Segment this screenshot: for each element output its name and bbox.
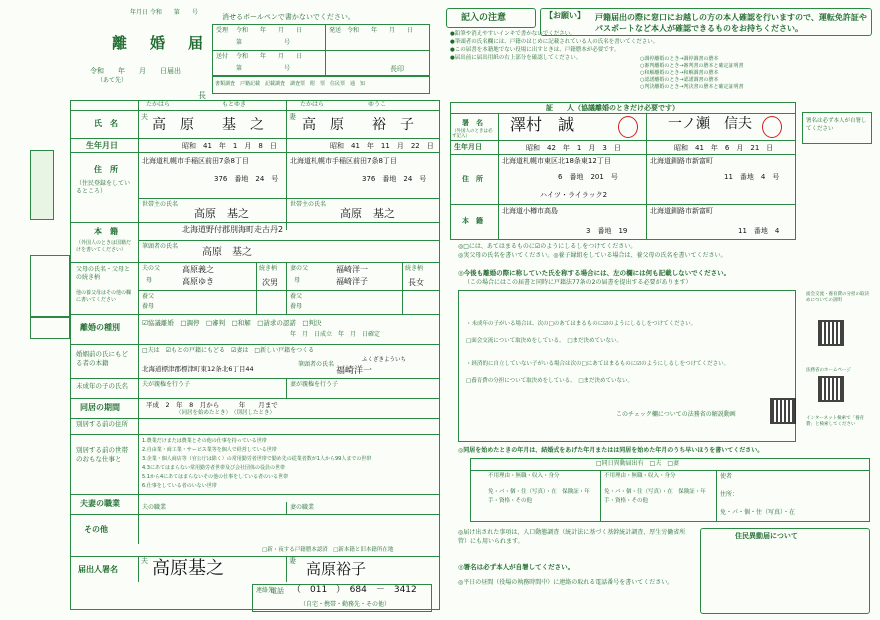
- hitto-value[interactable]: 高原 基之: [202, 247, 252, 258]
- note-3: ◎今後も離婚の際に称していた氏を称する場合には、左の欄には何も記載しないでください。: [458, 269, 731, 277]
- request-sub-list: [640, 56, 744, 91]
- h-rel[interactable]: 次男: [262, 278, 278, 287]
- tel-label: 電話: [270, 587, 284, 595]
- sent-no: 第 号: [236, 65, 291, 72]
- qr3-label: インターネット検索で「養育費」と検索してください: [806, 416, 865, 427]
- juki-row-1: 不用理由・無職・収入・身分: [488, 473, 560, 479]
- receipt-stamp: [88, 8, 216, 30]
- notice-line-3: ●この届書を本籍地でない役場に出すときは、戸籍謄本が必要です。: [450, 47, 620, 53]
- h-mother-label: 母: [146, 277, 153, 284]
- notice-line-1: ●鉛筆や消えやすいインキで書かないでください。: [450, 31, 576, 37]
- witness-birth-label: 生年月日: [454, 143, 482, 151]
- request-box: [540, 8, 872, 36]
- form-title: 離 婚 届: [112, 34, 208, 52]
- signer-h-label: 夫: [141, 557, 148, 565]
- bottom-check: □新・夜する戸籍謄本認済 □新本籍と旧本籍所在地: [262, 547, 394, 553]
- doc-check-text: 書類調査 戸籍記載 記載調査 調査票 附 票 住民票 通 知: [215, 81, 366, 87]
- notice-line-4: ●届出前に届出用紙の右上部分を確認してください。: [450, 55, 582, 61]
- juki-options[interactable]: □同日異動届出有 □夫 □妻: [596, 460, 680, 467]
- return-hitto-label: 筆頭者の氏名: [298, 361, 335, 368]
- husband-first-name[interactable]: 基 之: [222, 117, 264, 133]
- furigana-h-first: もとゆき: [222, 101, 247, 108]
- child-h-label: 夫が親権を行う子: [142, 381, 191, 388]
- juki-user: 使者: [720, 473, 733, 480]
- w-mother-label: 母: [294, 277, 301, 284]
- sent-date: 令和 年 月 日: [236, 53, 303, 60]
- mayor-label: 長: [198, 91, 206, 100]
- honseki-value[interactable]: 北海道野付郡別海町走古丹2: [182, 225, 284, 234]
- note-6: ◎届け出された事項は、人口動態調査（統計法に基づく基幹統計調査、厚生労働省所管）にも用いられます。: [458, 529, 686, 545]
- check-item-2[interactable]: □面会交流について取決めをしている。 □まだ決めていない。: [466, 338, 623, 344]
- note-2: ◎実父母の氏名を書いてください。◎養子縁組をしている場合は、養父母の氏名を書いてください。: [458, 252, 727, 259]
- request-sub-2: ○審判離婚のとき→審判書の謄本と確定証明書: [640, 63, 744, 69]
- cohab-label: 同居の期間: [80, 403, 120, 412]
- wife-birth[interactable]: 昭和 41 年 11 月 22 日: [330, 142, 434, 150]
- witness-2-signature[interactable]: 一ノ瀬 信夫: [668, 116, 752, 132]
- doc-check-row: [212, 76, 430, 94]
- notice-title-box: [446, 8, 536, 28]
- h-adopt-mother: 養母: [142, 303, 155, 310]
- job-6[interactable]: 6.仕事をしている者のいない世帯: [142, 483, 217, 489]
- birth-label: 生年月日: [86, 141, 118, 150]
- witness-honseki-label: 本 籍: [462, 217, 483, 225]
- parents-label: 父母の氏名・父母との続き柄: [76, 266, 131, 281]
- juki-fields-2: 免・パ・個・住（写真）・在 保険証・年手・資格・その他: [604, 489, 706, 504]
- request-text: 戸籍届出の際に窓口にお越しの方の本人確認を行いますので、運転免許証やパスポートなど本人が確認できるものをお持ちください。: [595, 13, 867, 33]
- job-list[interactable]: [142, 437, 434, 491]
- name-label: 氏 名: [94, 119, 118, 128]
- witness-1-honseki[interactable]: 北海道小樽市高島: [502, 207, 558, 215]
- date-line: 令和 年 月 日届出: [90, 67, 181, 75]
- notice-line-2: ●筆頭者の氏名欄には、戸籍のはじめに記載されている人の氏名を書いてください。: [450, 39, 659, 45]
- husband-head[interactable]: 高原 基之: [194, 207, 249, 220]
- witness-2-honseki[interactable]: 北海道釧路市新富町: [650, 207, 713, 215]
- signer-w-signature[interactable]: 高原裕子: [306, 560, 367, 578]
- juki-row-2: 不用理由・無職・収入・身分: [604, 473, 676, 479]
- h-adopt-father: 養父: [142, 293, 155, 300]
- child-label: 未成年の子の氏名: [76, 382, 128, 390]
- witness-1-birth[interactable]: 昭和 42 年 1 月 3 日: [526, 144, 621, 152]
- check-item-3: ・経済的に自立していない子がいる場合は次の□にあてはまるものに☑のようにしるしをつけてください。: [466, 361, 730, 367]
- qr-column: [804, 290, 872, 450]
- furigana-w-first: ゆうこ: [368, 101, 387, 108]
- receipt-stamp-text: 年月日 令和 第 号: [130, 9, 198, 16]
- note-8: ◎平日の昼間（役場の執務時間中）に連絡の取れる電話番号を書いてください。: [458, 579, 674, 586]
- witness-1-honseki-no[interactable]: 3 番地 19: [586, 227, 628, 235]
- note-7: ◎署名は必ず本人が自署してください。: [458, 563, 575, 571]
- occupation-w: 妻の職業: [290, 504, 315, 511]
- wife-first-name[interactable]: 裕 子: [372, 117, 414, 133]
- check-items[interactable]: [466, 296, 786, 386]
- occupation-label: 夫妻の職業: [80, 499, 120, 508]
- husband-label: 夫: [141, 113, 148, 121]
- note-1: ◎□には、あてはまるものに☑のようにしるしをつけてください。: [458, 243, 637, 250]
- witness-addr-label: 住 所: [462, 175, 483, 183]
- return-options[interactable]: □夫は ☑もとの戸籍にもどる ☑妻は □新しい戸籍をつくる: [142, 347, 315, 354]
- job-2[interactable]: 2.自由業・商工業・サービス業等を個人で経営している世帯: [142, 447, 277, 453]
- addressee: （あて先）: [97, 77, 128, 84]
- note-5: ◎同居を始めたときの年月は、結婚式をあげた年月またはは同居を始めた年月のうち早いほうを書いてください。: [458, 447, 764, 454]
- juki-foot: 免・パ・個・住（写真）・在: [720, 509, 796, 516]
- h-rel-label: 続き柄: [259, 265, 278, 272]
- divorce-type-label: 離婚の種別: [80, 323, 120, 332]
- divorce-dates: 年 月 日成立 年 月 日確定: [290, 331, 381, 338]
- witness-1-addr-no[interactable]: 6 番地 201 号: [558, 173, 618, 181]
- witness-1-building[interactable]: ハイツ・ライラック2: [540, 191, 608, 199]
- w-rel[interactable]: 長女: [408, 278, 424, 287]
- sent-label: 送付: [216, 53, 229, 60]
- signer-w-label: 妻: [289, 557, 296, 565]
- notice-title: 記入の注意: [461, 13, 507, 23]
- furigana-h-last: たかはら: [146, 101, 171, 108]
- cohab-sub: （同居を始めたとき） （別居したとき）: [176, 410, 276, 416]
- husband-head-label: 世帯主の氏名: [142, 201, 179, 208]
- qr-code-1-icon[interactable]: [818, 320, 844, 346]
- wife-label: 妻: [289, 113, 296, 121]
- husband-banchi[interactable]: 376 番地 24 号: [214, 175, 279, 183]
- husband-birth[interactable]: 昭和 41 年 1 月 8 日: [182, 142, 277, 150]
- cohab-value[interactable]: 平成 2 年 8 月から 年 月まで: [146, 401, 278, 409]
- return-hitto[interactable]: 福崎洋一: [336, 366, 373, 376]
- qr-code-2-icon[interactable]: [818, 376, 844, 402]
- child-w-label: 妻が親権を行う子: [290, 381, 339, 388]
- check-item-1: ・未成年の子がいる場合は、次の□のあてはまるものに☑のようにしるしをつけてください。: [466, 321, 697, 327]
- pen-notice: 消せるボールペンで書かないでください。: [222, 13, 355, 21]
- check-item-4[interactable]: □養育費の分担について取決めをしている。 □まだ決めていない。: [466, 378, 634, 384]
- wife-address[interactable]: 北海道札幌市手稲区前田7条8丁目: [290, 157, 397, 165]
- request-title: 【お願い】: [545, 11, 585, 20]
- signer-h-signature[interactable]: 高原基之: [152, 558, 224, 579]
- juki-notice-box: [700, 528, 870, 614]
- wife-last-name[interactable]: 高 原: [302, 117, 344, 133]
- receipt-no: 第 号: [236, 39, 291, 46]
- h-father-label: 夫の父: [142, 265, 161, 272]
- h-father[interactable]: 高原義之: [182, 265, 214, 274]
- qr2-label: 法務省のホームページ: [806, 368, 851, 373]
- address-sub: （住民登録をしているところ）: [76, 180, 131, 195]
- other-label: その他: [84, 525, 108, 534]
- resident-stub: [30, 150, 54, 220]
- seal-note-box: [802, 112, 872, 144]
- return-furigana: ふくざきよういち: [362, 357, 407, 363]
- w-rel-label: 続き柄: [405, 265, 424, 272]
- request-sub-3: ○和解離婚のとき→和解調書の謄本: [640, 70, 719, 76]
- witness-sign-label: 署 名: [462, 119, 483, 127]
- job-4[interactable]: 4.3にあてはまらない常用勤労者世帯及び会社団体の役員の世帯: [142, 465, 285, 471]
- return-address[interactable]: 北海道標津郡標津町東12条北6丁目44: [142, 365, 254, 373]
- witness-sign-sub: （外国人のときは必ず記入）: [452, 129, 493, 139]
- w-father[interactable]: 福崎洋一: [336, 265, 368, 274]
- video-qr-icon[interactable]: [770, 398, 796, 424]
- parents-sub: 他の養父母はその他の欄に書いてください: [76, 290, 132, 303]
- contact-label: 連絡先: [256, 587, 275, 594]
- head-mayor-seal: 長印: [390, 65, 404, 73]
- honseki-label: 本 籍: [94, 227, 118, 236]
- juki-address: 住所：: [720, 491, 739, 498]
- dispatch-date: 発送 令和 年 月 日: [329, 27, 414, 34]
- hitto-label: 筆頭者の氏名: [142, 243, 179, 250]
- receipt-date: 令和 年 月 日: [236, 27, 303, 34]
- left-stub-3: [30, 317, 70, 339]
- occupation-h: 夫の職業: [142, 504, 167, 511]
- sep-label: 別居する前の住所: [76, 420, 128, 428]
- request-sub-1: ○調停離婚のとき→調停調書の謄本: [640, 56, 719, 62]
- husband-address[interactable]: 北海道札幌市手稲区前田7条8丁目: [142, 157, 249, 165]
- seal-note: 署名は必ず本人が自署してください: [806, 118, 867, 132]
- witness-title: 証 人（協議離婚のときだけ必要です）: [546, 104, 679, 112]
- check-video-title: このチェック欄についての法務省の解説動画: [616, 411, 736, 418]
- job-3[interactable]: 3.企業・個人商店等（官公庁は除く）の常用勤労者世帯で勤め先の従業者数が1人から99人までの世帯: [142, 456, 372, 462]
- tel-sub: （自宅・携帯・勤務先・その他）: [300, 601, 391, 608]
- request-sub-4: ○認諾離婚のとき→認諾調書の謄本: [640, 77, 719, 83]
- job-label: 別居する前の世帯のおもな仕事と: [76, 446, 128, 463]
- juki-fields-1: 免・パ・個・住（写真）・在 保険証・年手・資格・その他: [488, 489, 590, 504]
- w-adopt-mother: 養母: [290, 303, 303, 310]
- job-5[interactable]: 5.1から4にあてはまらないその他の仕事をしている者のいる世帯: [142, 474, 289, 480]
- witness-1-signature[interactable]: 澤村 誠: [510, 115, 575, 134]
- divorce-types[interactable]: ☑協議離婚 □調停 □審判 □和解 □請求の認諾 □判決: [142, 319, 322, 327]
- left-stub-2: [30, 255, 70, 317]
- witness-1-seal: [618, 116, 638, 138]
- signer-label: 届出人署名: [78, 565, 118, 574]
- receipt-label: 受理: [216, 27, 229, 34]
- w-adopt-father: 養父: [290, 293, 303, 300]
- witness-2-addr-no[interactable]: 11 番地 4 号: [724, 173, 780, 181]
- wife-head[interactable]: 高原 基之: [340, 207, 395, 220]
- juki-notice-title: 住民異動届について: [735, 532, 798, 540]
- wife-head-label: 世帯主の氏名: [290, 201, 327, 208]
- qr1-label: 面会交流・養育費の分担の取決めについての説明: [806, 292, 869, 303]
- witness-1-address[interactable]: 北海道札幌市東区北18条東12丁目: [502, 157, 611, 165]
- address-label: 住 所: [94, 165, 118, 174]
- husband-last-name[interactable]: 高 原: [152, 117, 194, 133]
- witness-2-seal: [762, 116, 782, 138]
- wife-banchi[interactable]: 376 番地 24 号: [362, 175, 427, 183]
- request-sub-5: ○判決離婚のとき→判決書の謄本と確定証明書: [640, 84, 744, 90]
- witness-2-address[interactable]: 北海道釧路市新富町: [650, 157, 713, 165]
- witness-2-honseki-no[interactable]: 11 番地 4: [738, 227, 780, 235]
- w-mother[interactable]: 福崎洋子: [336, 277, 368, 286]
- note-4: （この場合にはこの届書と同時に戸籍法77条の2の届書を提出する必要があります）: [464, 279, 692, 286]
- return-label: 婚姻前の氏にもどる者の本籍: [76, 350, 128, 367]
- h-mother[interactable]: 高原ゆき: [182, 277, 214, 286]
- honseki-sub: （外国人のときは国籍だけを書いてください）: [76, 240, 132, 253]
- tel-value[interactable]: （ 011 ） 684 － 3412: [292, 585, 417, 595]
- furigana-w-last: たかはら: [300, 101, 325, 108]
- w-father-label: 妻の父: [290, 265, 309, 272]
- job-1[interactable]: 1.農業だけまたは農業とその他の仕事を持っている世帯: [142, 438, 267, 444]
- witness-2-birth[interactable]: 昭和 41 年 6 月 21 日: [674, 144, 774, 152]
